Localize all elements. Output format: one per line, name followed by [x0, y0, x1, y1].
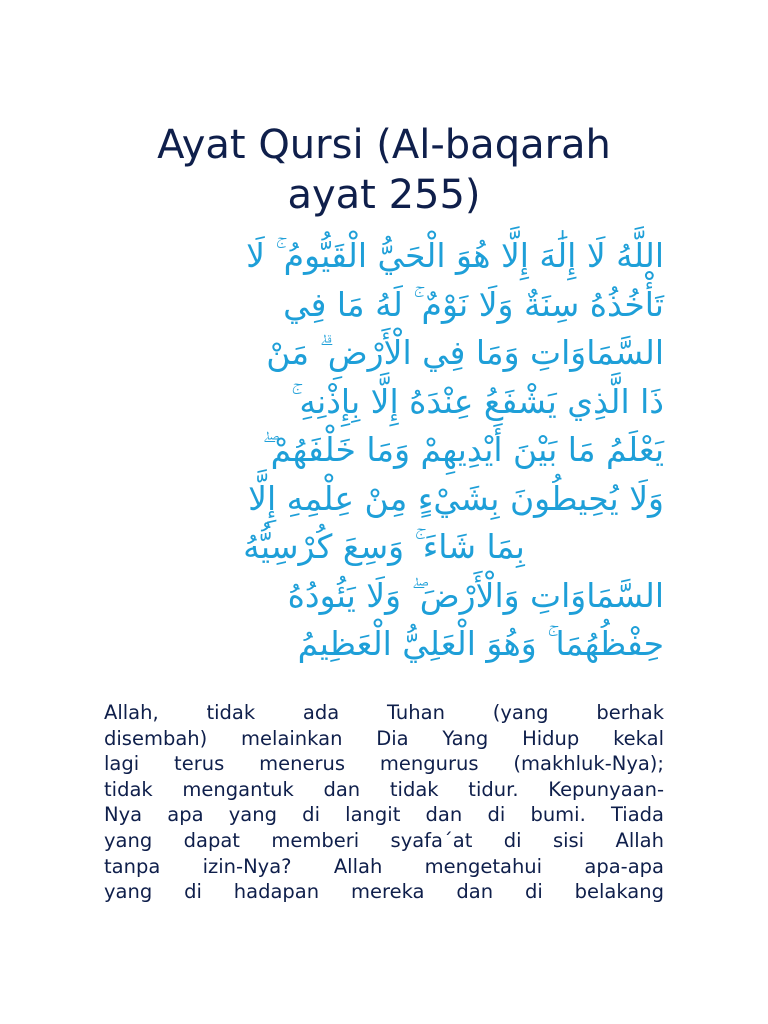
translation-line-2: disembah) melainkan Dia Yang Hidup kekal: [104, 726, 664, 750]
arabic-line-3: السَّمَاوَاتِ وَمَا فِي الْأَرْضِ ۗ مَنْ: [266, 333, 664, 372]
arabic-line-7: بِمَا شَاءَ ۚ وَسِعَ كُرْسِيُّهُ: [243, 527, 525, 566]
translation-line-5: Nya apa yang di langit dan di bumi. Tiada: [104, 803, 664, 827]
translation-line-7: tanpa izin-Nya? Allah mengetahui apa-apa: [104, 854, 664, 878]
page-title: [104, 120, 664, 220]
title-line-1: Ayat Qursi (Al-baqarah: [157, 122, 611, 168]
title-line-2: ayat 255): [287, 172, 481, 218]
translation-line-1: Allah, tidak ada Tuhan (yang berhak: [104, 701, 664, 724]
arabic-line-6: وَلَا يُحِيطُونَ بِشَيْءٍ مِنْ عِلْمِهِ إِلَّا: [248, 478, 664, 518]
arabic-line-5: يَعْلَمُ مَا بَيْنَ أَيْدِيهِمْ وَمَا خَلْفَهُمْ ۖ: [262, 430, 664, 469]
translation-line-3: lagi terus menerus mengurus (makhluk-Nya);: [104, 752, 664, 776]
translation-line-8: yang di hadapan mereka dan di belakang: [104, 880, 664, 904]
arabic-verse: [104, 232, 664, 669]
arabic-line-9: حِفْظُهُمَا ۚ وَهُوَ الْعَلِيُّ الْعَظِيمُ: [297, 624, 664, 663]
translation-paragraph: [104, 700, 664, 905]
arabic-line-4: ذَا الَّذِي يَشْفَعُ عِنْدَهُ إِلَّا بِإِذْنِهِ ۚ: [291, 381, 664, 421]
arabic-line-2: تَأْخُذُهُ سِنَةٌ وَلَا نَوْمٌ ۚ لَهُ مَا فِي: [283, 284, 664, 324]
arabic-line-8: السَّمَاوَاتِ وَالْأَرْضَ ۖ وَلَا يَئُودُهُ: [287, 575, 664, 615]
translation-line-4: tidak mengantuk dan tidak tidur. Kepunyaan-: [104, 777, 664, 801]
arabic-line-1: اللَّهُ لَا إِلَٰهَ إِلَّا هُوَ الْحَيُّ الْقَيُّومُ ۚ لَا: [246, 236, 664, 275]
translation-line-6: yang dapat memberi syafa´at di sisi Allah: [104, 828, 664, 852]
